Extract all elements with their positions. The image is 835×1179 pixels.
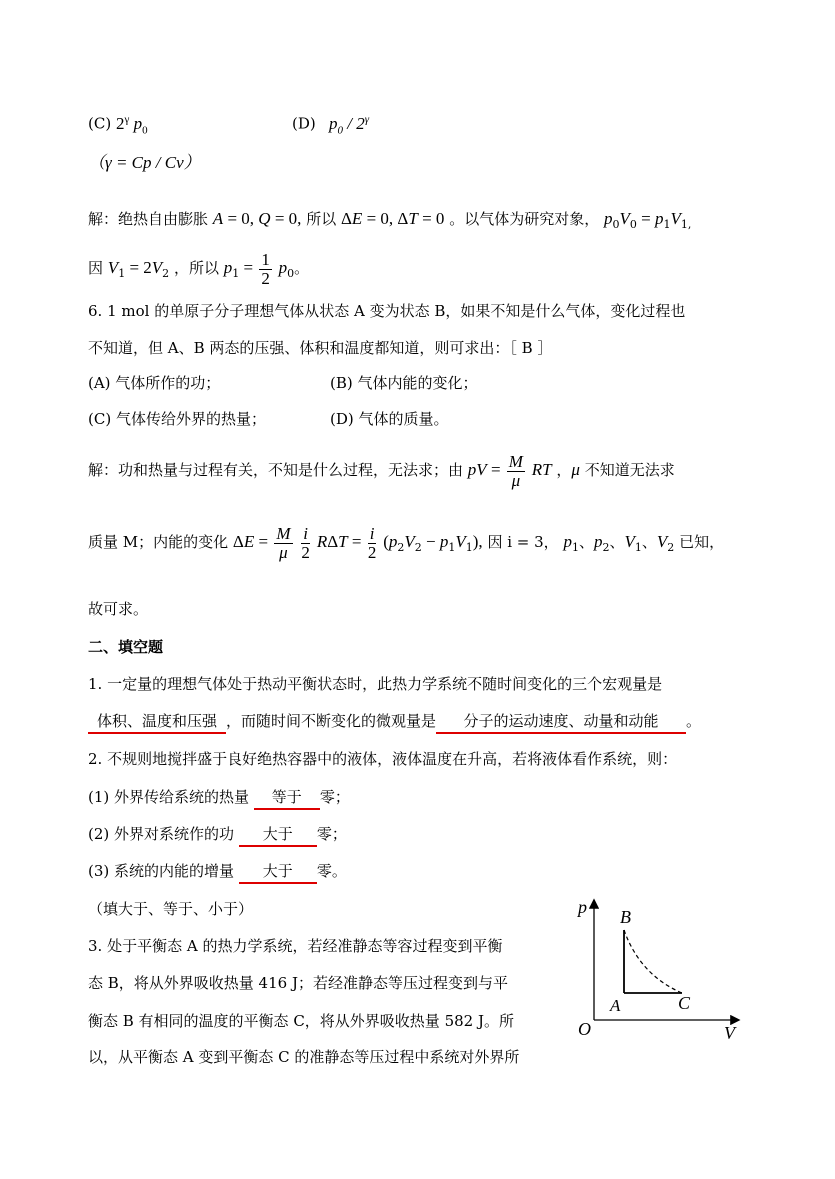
gamma-note: （γ = Cp / Cv）: [88, 153, 201, 172]
fill2-answer2: 大于: [239, 823, 317, 847]
fill1-answer2: 分子的运动速度、动量和动能: [436, 710, 686, 734]
q6-option-b: (B) 气体内能的变化；: [330, 374, 478, 392]
v-label: V: [724, 1023, 735, 1043]
option-d-row: [292, 108, 369, 141]
fill2-item1: (1) 外界传给系统的热量 等于 零；: [88, 786, 350, 810]
option-c-row: [88, 108, 148, 141]
fill2-answer3: 大于: [239, 860, 317, 884]
fill3-line3: 衡态 B 有相同的温度的平衡态 C，将从外界吸收热量 582 J。所: [88, 1012, 514, 1030]
option-d-expr: $p_0 / 2^\gamma$: [320, 113, 370, 137]
q6-option-c: (C) 气体传给外界的热量；: [88, 410, 266, 428]
fill2-line1: 2. 不规则地搅拌盛于良好绝热容器中的液体，液体温度在升高，若将液体看作系统，则：: [88, 750, 678, 768]
point-b-label: B: [620, 907, 631, 927]
pv-diagram: [570, 895, 750, 1045]
solution6-line3: 故可求。: [88, 600, 149, 618]
p-label: p: [578, 897, 587, 917]
q6-option-d: (D) 气体的质量。: [330, 410, 449, 428]
fill1-answer1: 体积、温度和压强: [88, 710, 226, 734]
fraction-m-mu: $\frac{M}{\mu}$: [508, 451, 523, 490]
question6-line1: 6. 1 mol 的单原子分子理想气体从状态 A 变为状态 B，如果不知是什么气体，变化过程也: [88, 302, 686, 320]
fill3-line2: 态 B，将从外界吸收热量 416 J；若经准静态等压过程变到与平: [88, 974, 508, 992]
fill2-item2: (2) 外界对系统作的功 大于 零；: [88, 823, 347, 847]
isotherm-curve: [624, 930, 682, 993]
fill2-note: （填大于、等于、小于）: [88, 900, 254, 918]
solution5-line1: 解：绝热自由膨胀 A = 0, Q = 0, 所以 ΔE = 0, ΔT = 0 。以气体为研究对象， $p_0V_0 = p_1V_{1,}$: [88, 209, 692, 231]
section-title: 二、填空题: [88, 638, 164, 656]
fill2-answer1: 等于: [254, 786, 320, 810]
point-a-label: A: [610, 996, 621, 1015]
fill1-line2: 体积、温度和压强 ，而随时间不断变化的微观量是 分子的运动速度、动量和动能 。: [88, 710, 701, 734]
question6-line2: 不知道，但 A、B 两态的压强、体积和温度都知道，则可求出：［ B ］: [88, 339, 553, 357]
option-c-label: (C): [88, 114, 112, 133]
point-c-label: C: [678, 993, 691, 1013]
fill1-line1: 1. 一定量的理想气体处于热动平衡状态时，此热力学系统不随时间变化的三个宏观量是: [88, 675, 663, 693]
solution5-line2: 因 $V_1 = 2V_2$ ，所以 $p_1$ = $\frac{1}{2}$ $p_0$。: [88, 249, 310, 288]
fill3-line1: 3. 处于平衡态 A 的热力学系统，若经准静态等容过程变到平衡: [88, 937, 503, 955]
fill2-item3: (3) 系统的内能的增量 大于 零。: [88, 860, 347, 884]
solution6-line1: 解：功和热量与过程有关，不知是什么过程，无法求；由 pV = $\frac{M}{\mu}$ RT ，μ 不知道无法求: [88, 451, 675, 490]
origin-label: O: [578, 1019, 591, 1039]
option-d-label: (D): [292, 114, 316, 133]
solution6-line2: 质量 M；内能的变化 ΔE = $\frac{M}{\mu}$ $\frac{i}{2}$ RΔT = $\frac{i}{2}$ $(p_2V_2 - p_1V_1)$, 因 i = 3， $p_1$、$p_2$、$V_1$、$V_2$ 已知，: [88, 523, 725, 562]
fraction-half: $\frac{1}{2}$: [261, 249, 270, 288]
option-c-expr: $2^\gamma$ $p_0$: [115, 113, 148, 137]
fill3-line4: 以，从平衡态 A 变到平衡态 C 的准静态等压过程中系统对外界所: [88, 1048, 520, 1066]
q6-option-a: (A) 气体所作的功；: [88, 374, 221, 392]
